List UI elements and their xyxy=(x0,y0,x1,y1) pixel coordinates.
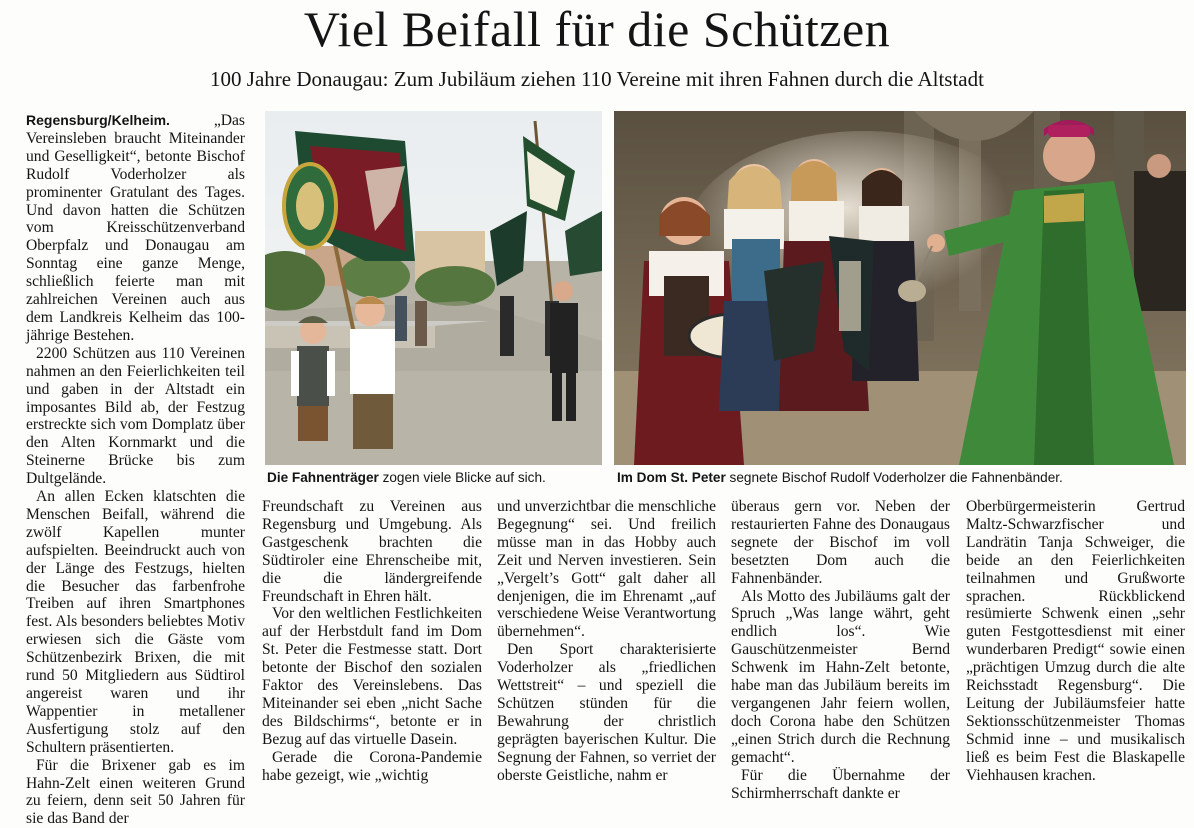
article-column-2 xyxy=(262,498,482,798)
paragraph-5: Freundschaft zu Vereinen aus Regensburg und Umgebung. Als Gastgeschenk brachten die Südtiroler eine Ehrenscheibe mit, die die ländergreifende Freundschaft in Ehren hält. xyxy=(262,498,482,605)
paragraph-7: Gerade die Corona-Pandemie habe gezeigt, wie „wichtig xyxy=(262,748,482,784)
paragraph-6: Vor den weltlichen Festlichkeiten auf der Herbstdult fand im Dom St. Peter die Festmesse statt. Dort betonte der Bischof den sozialen Faktor des Vereinslebens. Das Miteinander sei eben „nicht Sache des Bildschirms“, betonte er in Bezug auf das virtuelle Dasein. xyxy=(262,605,482,748)
subheadline: 100 Jahre Donaugau: Zum Jubiläum ziehen 110 Vereine mit ihren Fahnen durch die Altstadt xyxy=(210,67,984,91)
paragraph-12: Für die Übernahme der Schirmherrschaft dankte er xyxy=(731,766,950,802)
article-column-5 xyxy=(966,498,1185,798)
paragraph-4: Für die Brixener gab es im Hahn-Zelt einen weiteren Grund zu feiern, denn seit 50 Jahren für sie das Band der xyxy=(26,756,245,828)
dateline: Regensburg/Kelheim. xyxy=(26,112,170,128)
photo-cathedral-blessing xyxy=(614,111,1186,465)
paragraph-8: und unverzichtbar die menschliche Begegnung“ sei. Und freilich müsse man in das Hobby auch Zeit und Nerven investieren. Sein „Vergelt’s Gott“ galt daher all denjenigen, die im Ehrenamt „auf verschiedene Weise Verantwortung übernehmen“. xyxy=(497,498,717,641)
caption-photo-2 xyxy=(617,470,1063,486)
caption-photo-1 xyxy=(267,470,546,486)
photo-flag-bearers xyxy=(265,111,602,465)
paragraph-10: überaus gern vor. Neben der restaurierten Fahne des Donaugaus segnete der Bischof im voll besetzten Dom auch die Fahnenbänder. xyxy=(731,498,950,587)
paragraph-1 xyxy=(26,112,245,345)
caption-text: zogen viele Blicke auf sich. xyxy=(378,470,546,485)
paragraph-3: An allen Ecken klatschten die Menschen Beifall, während die zwölf Kapellen munter aufspielten. Beeindruckt auch von der Länge des Festzugs, hielten die Besucher das farbenfrohe Treiben auf ihren Smartphones fest. Als besonders beliebtes Motiv erwiesen sich die Gäste vom Schützenbezirk Brixen, die mit rund 50 Mitgliedern aus Südtirol angereist waren und ihr Wappentier in metallener Ausfertigung stolz auf den Schultern präsentierten. xyxy=(26,488,245,756)
article-column-1 xyxy=(26,112,245,828)
caption-lead: Im Dom St. Peter xyxy=(617,470,726,485)
article-column-4 xyxy=(731,498,950,802)
cathedral-blessing-illustration xyxy=(614,111,1186,465)
caption-text: segnete Bischof Rudolf Voderholzer die Fahnenbänder. xyxy=(725,470,1063,485)
headline: Viel Beifall für die Schützen xyxy=(303,1,891,57)
paragraph-text: „Das Vereinsleben braucht Miteinander und Geselligkeit“, betonte Bischof Rudolf Voderholzer als prominenter Gratulant des Tages. Und davon hatten die Schützen vom Kreisschützenverband Oberpfalz und Donaugau am Sonntag eine ganze Menge, schließlich feierte man mit zahlreichen Vereinen auch aus dem Landkreis Kelheim das 100-jährige Bestehen. xyxy=(26,112,245,344)
paragraph-11: Als Motto des Jubiläums galt der Spruch „Was lange währt, geht endlich los“. Wie Gauschützenmeister Bernd Schwenk im Hahn-Zelt betonte, habe man das Jubiläum bereits im vergangenen Jahr feiern wollen, doch Corona habe den Schützen „einen Strich durch die Rechnung gemacht“. xyxy=(731,587,950,766)
flag-bearers-illustration xyxy=(265,111,602,465)
paragraph-9: Den Sport charakterisierte Voderholzer als „friedlichen Wettstreit“ – und speziell die Schützen stünden für die Bewahrung der christlich geprägten bayerischen Kultur. Die Segnung der Fahnen, so verriet der oberste Geistliche, nahm er xyxy=(497,641,716,784)
paragraph-2: 2200 Schützen aus 110 Vereinen nahmen an den Feierlichkeiten teil und gaben in der Altstadt ein imposantes Bild ab, der Festzug erstreckte sich vom Domplatz über den Alten Kornmarkt und die Steinerne Brücke bis zum Dultgelände. xyxy=(26,344,245,488)
article-column-3 xyxy=(497,498,716,798)
caption-lead: Die Fahnenträger xyxy=(267,470,379,485)
paragraph-13: Oberbürgermeisterin Gertrud Maltz-Schwarzfischer und Landrätin Tanja Schweiger, die beide an den Feierlichkeiten teilnahmen und Grußworte sprachen. Rückblickend resümierte Schwenk einen „sehr guten Festgottesdienst mit einer wunderbaren Predigt“ sowie einen „prächtigen Umzug durch die alte Reichsstadt Regensburg“. Die Leitung der Jubiläumsfeier hatte Sektionsschützenmeister Thomas Schmid inne – und musikalisch ließ es beim Fest die Blaskapelle Viehhausen krachen. xyxy=(966,498,1185,784)
